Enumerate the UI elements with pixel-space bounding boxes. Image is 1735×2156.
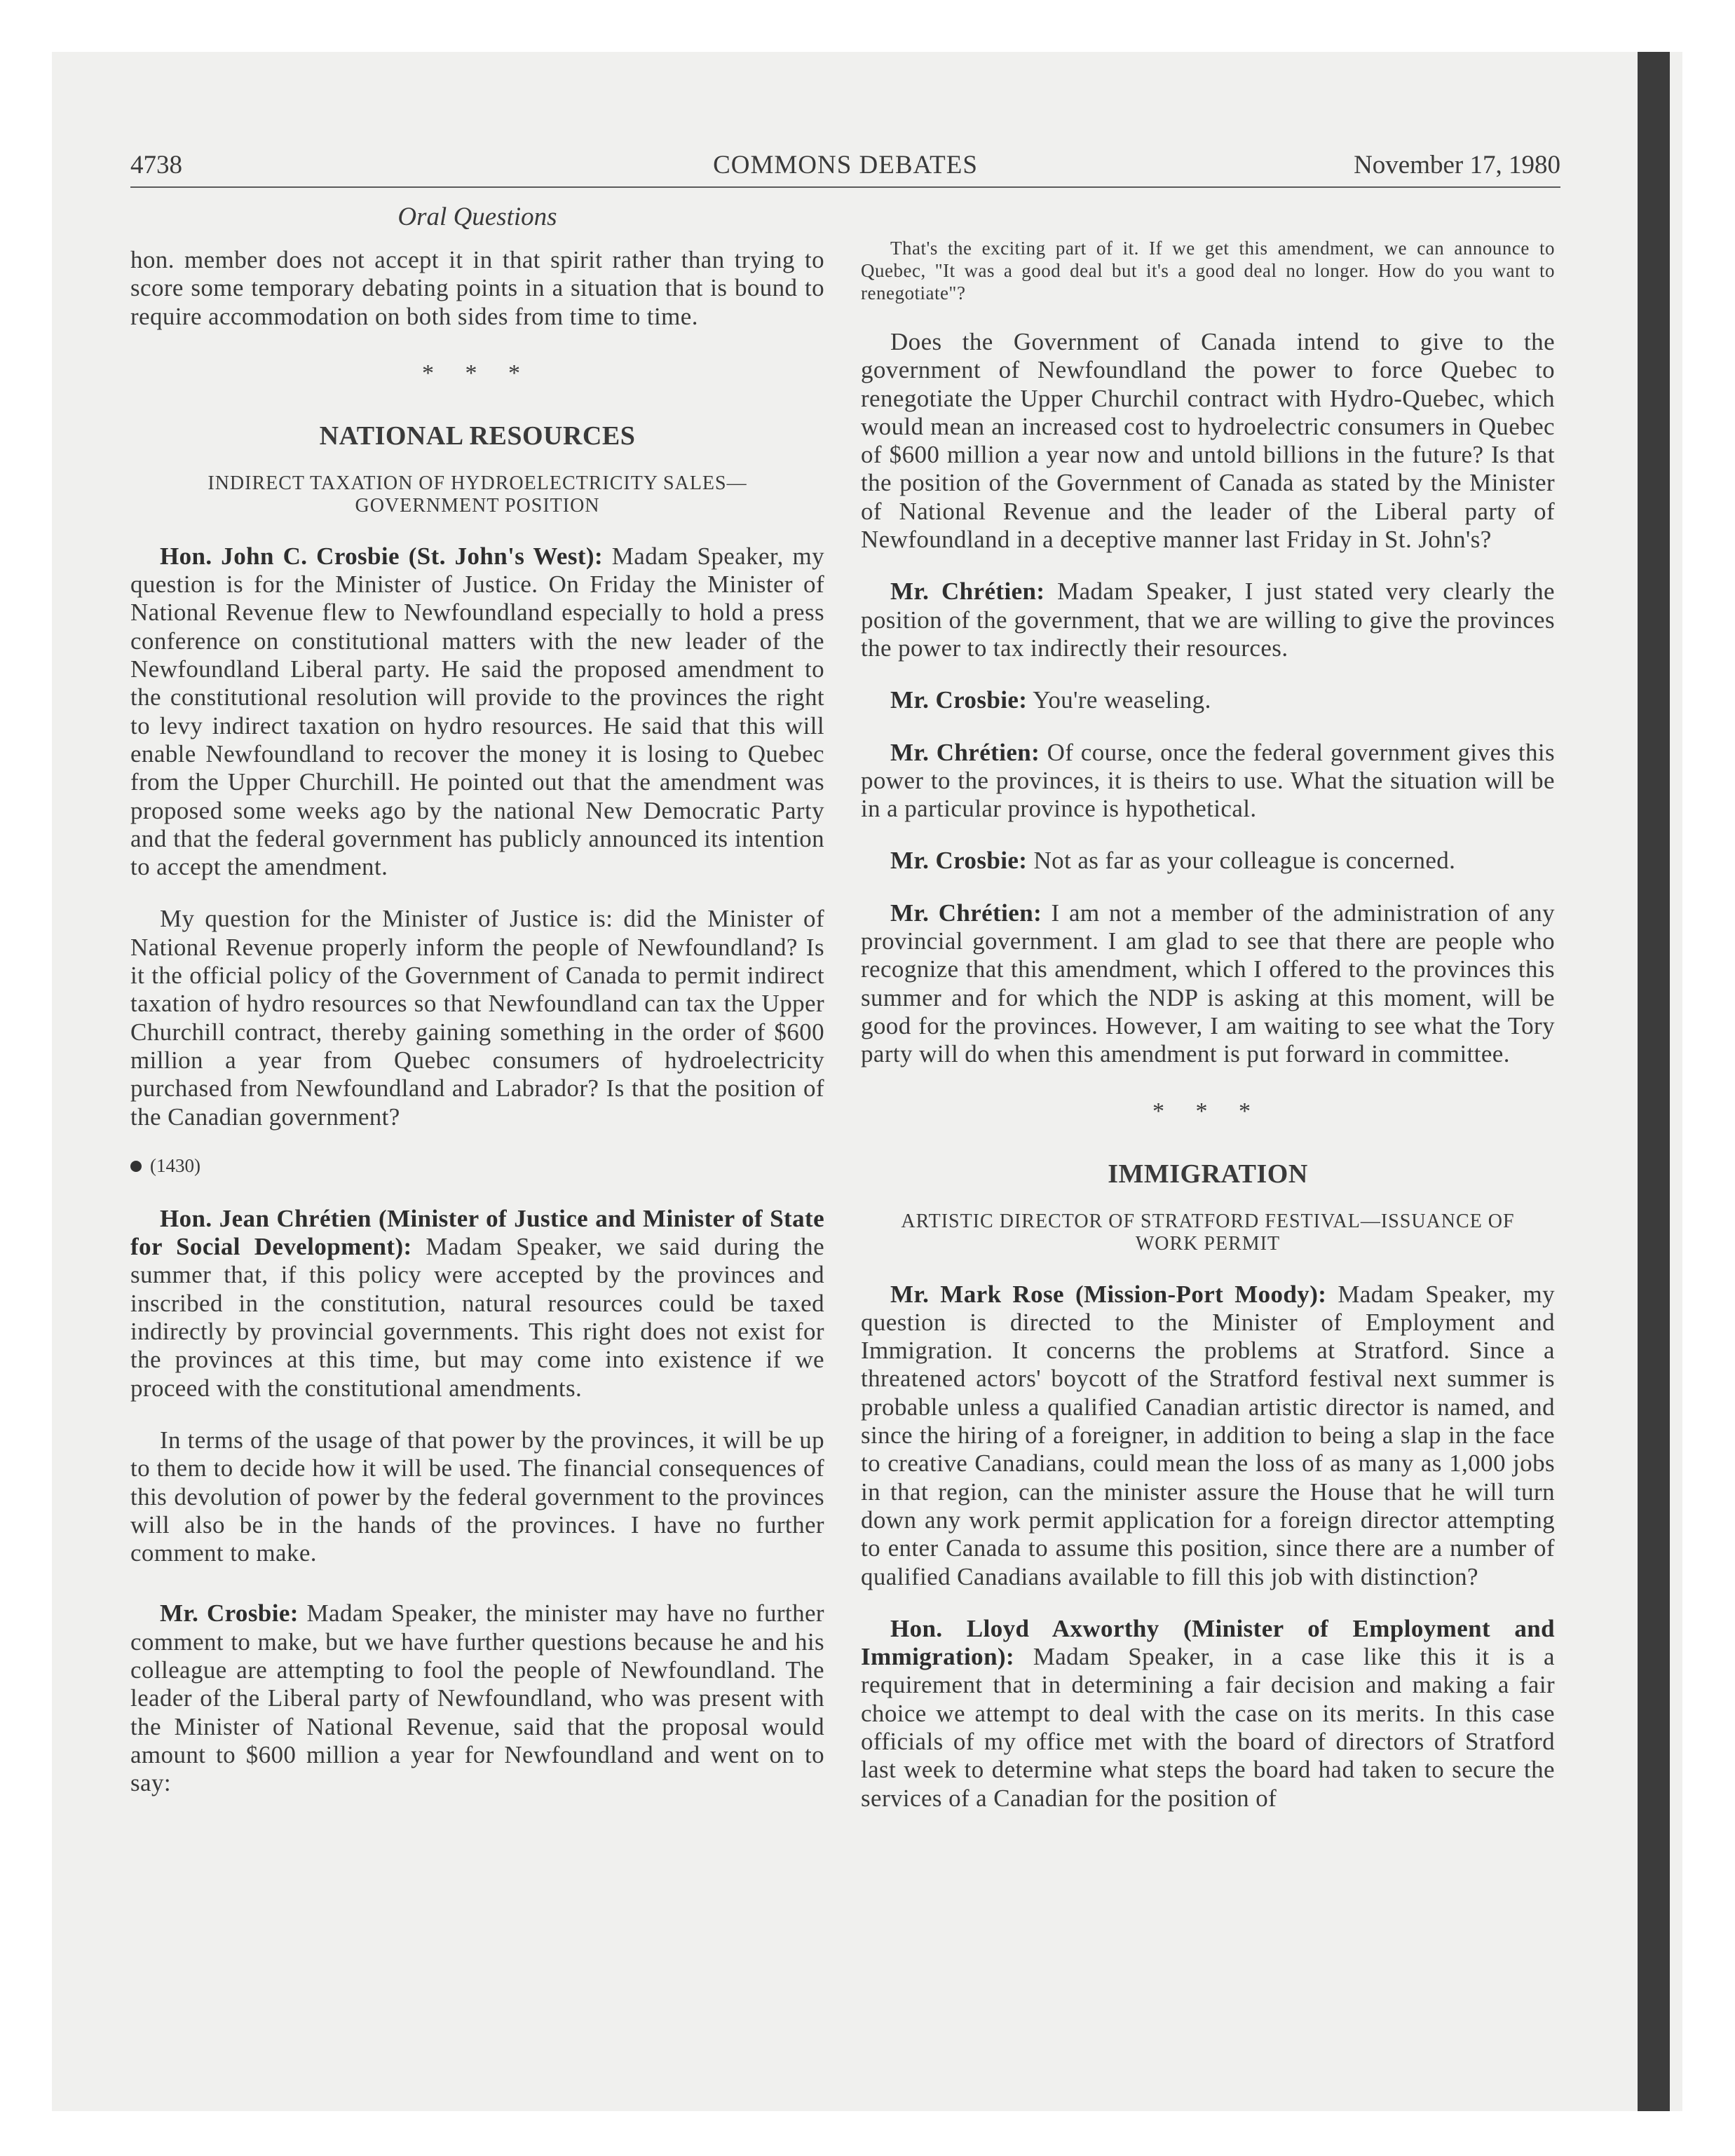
- publication-title: COMMONS DEBATES: [713, 151, 978, 179]
- left-column: [130, 202, 824, 1821]
- timestamp-text: (1430): [150, 1154, 200, 1176]
- subsection-line: INDIRECT TAXATION OF HYDROELECTRICITY SALES—: [207, 472, 747, 494]
- speaker-name: Mr. Crosbie:: [160, 1599, 299, 1628]
- speech-text: Madam Speaker, my question is directed to the Minister of Employment and Immigration. It concerns the problems at Stratford. Since a threatened actors' boycott of the Stratford festival next summer is probable unless a qualified Canadian artistic director is named, and since the hiring of a foreigner, in addition to being a slap in the face to creative Canadians, could mean the loss of as many as 1,000 jobs in that region, can the minister assure the House that he will turn down any work permit application for a foreign director attempting to enter Canada to assume this position, since there are a number of qualified Canadians available to fill this job with distinction?: [861, 1280, 1556, 1590]
- speech-text: Madam Speaker, my question is for the Minister of Justice. On Friday the Minister of National Revenue flew to Newfoundland especially to hold a press conference on constitutional matters with the new leader of the Newfoundland Liberal party. He said the proposed amendment to the constitutional resolution will provide to the provinces the right to levy indirect taxation on hydro resources. He said that this will enable Newfoundland to recover the money it is losing to Quebec from the Upper Churchill. He pointed out that the amendment was proposed some weeks ago by the national New Democratic Party and that the federal government has publicly announced its intention to accept the amendment.: [130, 542, 825, 881]
- speech-paragraph: [130, 1205, 824, 1403]
- issue-date: November 17, 1980: [1354, 151, 1560, 179]
- speech-paragraph: [861, 1615, 1555, 1813]
- speech-text: Madam Speaker, I just stated very clearly the position of the government, that we are willing to give the provinces the power to tax indirectly their resources.: [861, 578, 1555, 662]
- speech-paragraph: [130, 1599, 824, 1797]
- section-separator: * * *: [422, 360, 533, 386]
- speech-text: You're weaseling.: [1033, 686, 1211, 714]
- paragraph: In terms of the usage of that power by the provinces, it will be up to them to decide how it will be used. The financial consequences of this devolution of power by the federal government to the provinces will also be in the hands of the provinces. I have no further comment to make.: [130, 1426, 824, 1567]
- subsection-line: ARTISTIC DIRECTOR OF STRATFORD FESTIVAL—ISSUANCE OF: [901, 1210, 1515, 1232]
- subsection-heading: [130, 472, 824, 517]
- speaker-name: Hon. John C. Crosbie (St. John's West):: [160, 542, 604, 570]
- running-head: Oral Questions: [397, 203, 557, 231]
- speaker-name: Mr. Chrétien:: [890, 578, 1045, 606]
- page-number: 4738: [130, 151, 182, 179]
- speech-paragraph: [861, 578, 1555, 662]
- subsection-heading: [861, 1210, 1555, 1255]
- timestamp: [130, 1155, 824, 1177]
- section-heading: NATIONAL RESOURCES: [319, 421, 636, 451]
- paragraph: hon. member does not accept it in that spirit rather than trying to score some temporary debating points in a situation that is bound to require accommodation on both sides from time to time.: [130, 246, 824, 330]
- header-rule: [130, 186, 1560, 188]
- paragraph: My question for the Minister of Justice is: did the Minister of National Revenue properly inform the people of Newfoundland? Is it the official policy of the Government of Canada to permit indirect taxation of hydro resources so that Newfoundland can tax the Upper Churchill contract, thereby gaining something in the order of $600 million a year from Quebec consumers of hydroelectricity purchased from Newfoundland and Labrador? Is that the position of the Canadian government?: [130, 905, 824, 1131]
- speech-text: Madam Speaker, the minister may have no further comment to make, but we have further questions because he and his colleague are attempting to fool the people of Newfoundland. The leader of the Liberal party of Newfoundland, who was present with the Minister of National Revenue, said that the proposal would amount to $600 million a year for Newfoundland and went on to say:: [130, 1599, 824, 1797]
- speaker-name: Mr. Crosbie:: [890, 847, 1028, 875]
- section-separator: * * *: [1152, 1098, 1263, 1124]
- block-quote: That's the exciting part of it. If we get this amendment, we can announce to Quebec, "It was a good deal but it's a good deal no longer. How do you want to renegotiate"?: [861, 238, 1555, 303]
- speech-paragraph: [861, 1281, 1555, 1591]
- speaker-name: Mr. Chrétien:: [890, 899, 1042, 927]
- subsection-line: WORK PERMIT: [1135, 1232, 1281, 1255]
- paragraph: Does the Government of Canada intend to give to the government of Newfoundland the power to force Quebec to renegotiate the Upper Churchil contract with Hydro-Quebec, which would mean an increased cost to hydroelectric consumers in Quebec of $600 million a year now and untold billions in the future? Is that the position of the Government of Canada as stated by the Minister of National Revenue and the leader of the Liberal party of Newfoundland in a deceptive manner last Friday in St. John's?: [861, 328, 1555, 554]
- subsection-line: GOVERNMENT POSITION: [355, 494, 600, 517]
- speaker-name: Hon. Lloyd Axworthy (Minister of Employment and Immigration):: [861, 1614, 1555, 1671]
- speech-paragraph: [861, 899, 1555, 1069]
- speech-text: Madam Speaker, we said during the summer that, if this policy were accepted by the provinces and inscribed in the constitution, natural resources could be taxed indirectly by provincial governments. This right does not exist for the provinces at this time, but may come into existence if we proceed with the constitutional amendments.: [130, 1233, 825, 1402]
- speech-paragraph: [861, 686, 1555, 714]
- scan-edge-shadow: [1638, 52, 1670, 2111]
- speech-text: I am not a member of the administration of any provincial government. I am glad to see that there are people who recognize that this amendment, which I offered to the provinces this summer and for which the NDP is asking at this moment, will be good for the provinces. However, I am waiting to see what the Tory party will do when this amendment is put forward in committee.: [861, 899, 1555, 1068]
- page-header: [130, 150, 1560, 186]
- speaker-name: Mr. Chrétien:: [890, 738, 1040, 766]
- speech-text: Not as far as your colleague is concerned.: [1033, 847, 1456, 875]
- speaker-name: Mr. Crosbie:: [890, 686, 1028, 714]
- speech-text: Of course, once the federal government gives this power to the provinces, it is theirs to use. What the situation will be in a particular province is hypothetical.: [861, 738, 1556, 823]
- speech-text: Madam Speaker, in a case like this it is a requirement that in determining a fair decision and making a fair choice we attempt to deal with the case on its merits. In this case officials of my office met with the board of directors of Stratford last week to determine what steps the board had taken to secure the services of a Canadian for the position of: [861, 1643, 1555, 1812]
- speaker-name: Mr. Mark Rose (Mission-Port Moody):: [890, 1280, 1327, 1308]
- right-column: [861, 202, 1555, 1836]
- speaker-name: Hon. Jean Chrétien (Minister of Justice and Minister of State for Social Development):: [130, 1204, 824, 1261]
- speech-paragraph: [861, 847, 1555, 875]
- bullet-icon: [130, 1161, 142, 1172]
- speech-paragraph: [130, 543, 824, 882]
- speech-paragraph: [861, 739, 1555, 824]
- section-heading: IMMIGRATION: [1108, 1159, 1308, 1189]
